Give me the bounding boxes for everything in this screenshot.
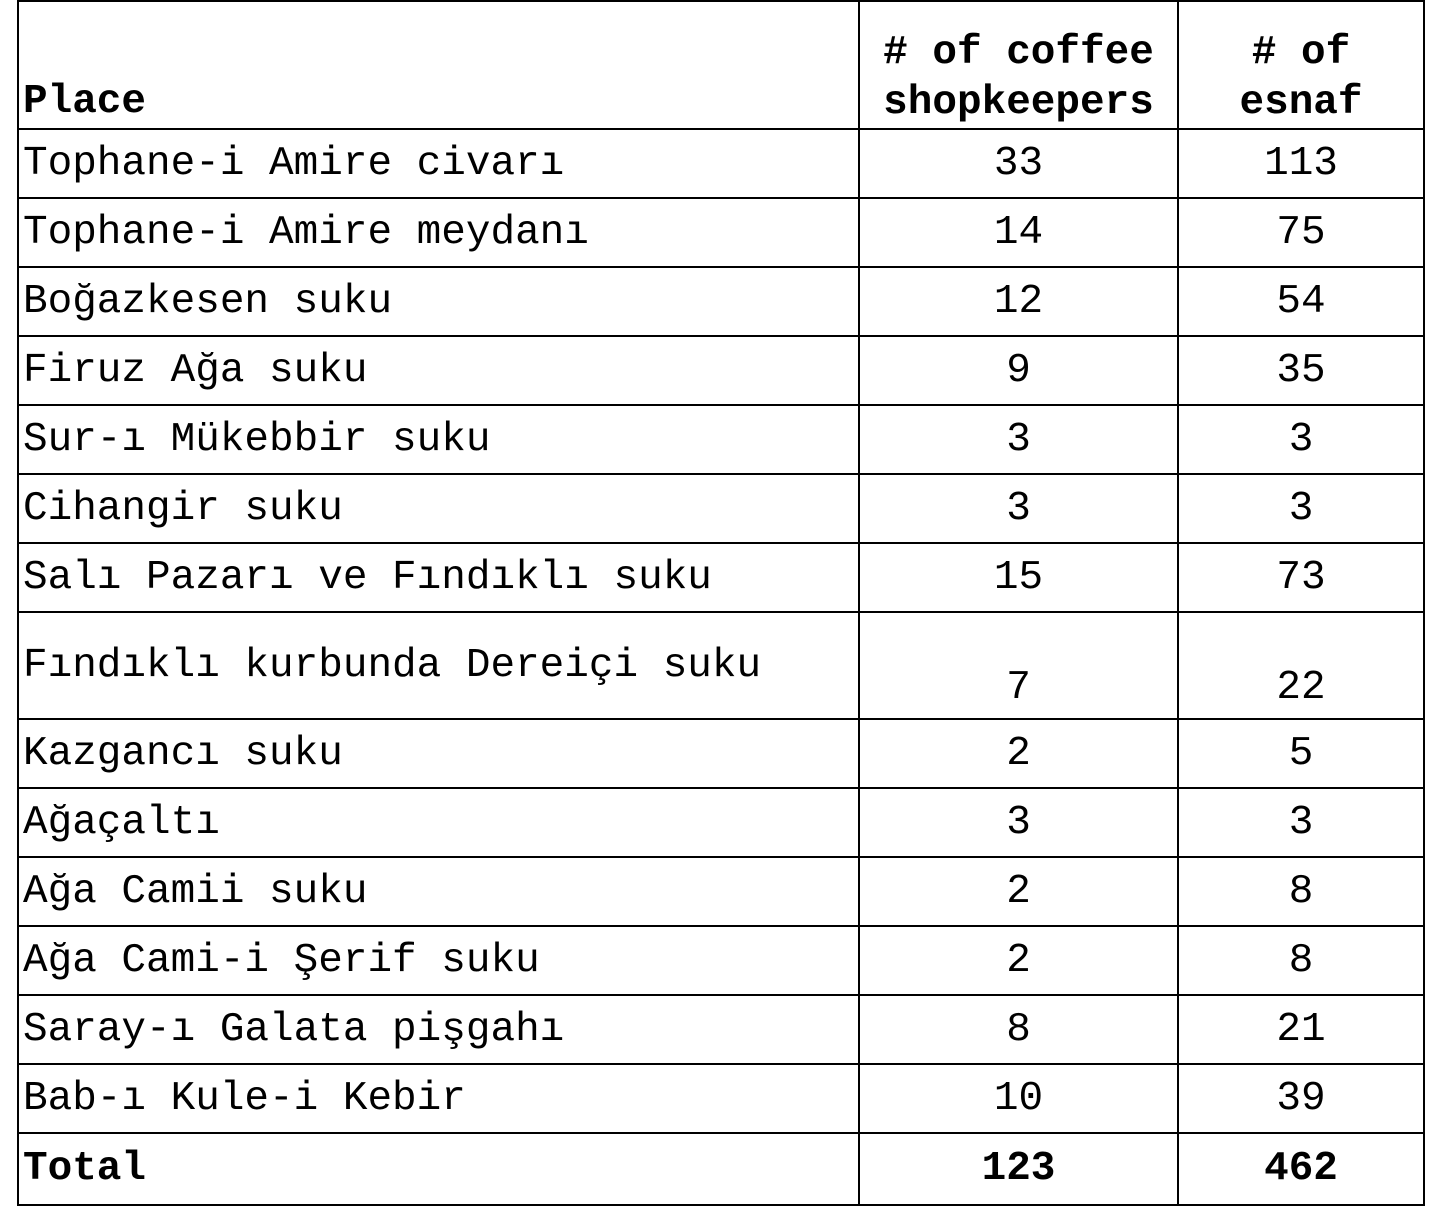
place-cell: Ağaçaltı <box>18 788 859 857</box>
table-row <box>18 719 1424 788</box>
esnaf-count-cell: 54 <box>1178 267 1424 336</box>
esnaf-count-cell: 3 <box>1178 788 1424 857</box>
coffee-count-cell: 14 <box>859 198 1178 267</box>
coffee-count-cell: 10 <box>859 1064 1178 1133</box>
table-row <box>18 1064 1424 1133</box>
table-row <box>18 926 1424 995</box>
place-cell: Ağa Camii suku <box>18 857 859 926</box>
total-label: Total <box>18 1133 859 1205</box>
place-cell: Cihangir suku <box>18 474 859 543</box>
place-cell: Fındıklı kurbunda Dereiçi suku <box>18 612 859 719</box>
table-row <box>18 543 1424 612</box>
table-row <box>18 198 1424 267</box>
place-cell: Boğazkesen suku <box>18 267 859 336</box>
esnaf-count-cell: 73 <box>1178 543 1424 612</box>
esnaf-count-cell: 5 <box>1178 719 1424 788</box>
table-row <box>18 474 1424 543</box>
total-esnaf-count: 462 <box>1178 1133 1424 1205</box>
coffee-count-cell: 8 <box>859 995 1178 1064</box>
place-cell: Ağa Cami-i Şerif suku <box>18 926 859 995</box>
place-cell: Tophane-i Amire meydanı <box>18 198 859 267</box>
coffee-count-cell: 2 <box>859 857 1178 926</box>
table-row <box>18 405 1424 474</box>
esnaf-count-cell: 75 <box>1178 198 1424 267</box>
table-row <box>18 612 1424 719</box>
esnaf-count-cell: 22 <box>1178 612 1424 719</box>
place-cell: Tophane-i Amire civarı <box>18 129 859 198</box>
total-coffee-count: 123 <box>859 1133 1178 1205</box>
coffee-count-cell: 33 <box>859 129 1178 198</box>
header-esnaf: # of esnaf <box>1178 1 1424 129</box>
place-cell: Saray-ı Galata pişgahı <box>18 995 859 1064</box>
table-row <box>18 336 1424 405</box>
esnaf-count-cell: 21 <box>1178 995 1424 1064</box>
place-cell: Firuz Ağa suku <box>18 336 859 405</box>
esnaf-count-cell: 39 <box>1178 1064 1424 1133</box>
coffee-count-cell: 2 <box>859 926 1178 995</box>
coffee-shopkeepers-table <box>17 0 1425 1206</box>
esnaf-count-cell: 35 <box>1178 336 1424 405</box>
header-coffee-shopkeepers: # of coffee shopkeepers <box>859 1 1178 129</box>
table-row <box>18 995 1424 1064</box>
table-row <box>18 857 1424 926</box>
esnaf-count-cell: 113 <box>1178 129 1424 198</box>
coffee-count-cell: 3 <box>859 405 1178 474</box>
coffee-count-cell: 3 <box>859 474 1178 543</box>
header-row <box>18 1 1424 129</box>
esnaf-count-cell: 8 <box>1178 857 1424 926</box>
coffee-count-cell: 2 <box>859 719 1178 788</box>
place-cell: Bab-ı Kule-i Kebir <box>18 1064 859 1133</box>
coffee-count-cell: 15 <box>859 543 1178 612</box>
place-cell: Sur-ı Mükebbir suku <box>18 405 859 474</box>
coffee-count-cell: 9 <box>859 336 1178 405</box>
header-place: Place <box>18 1 859 129</box>
coffee-count-cell: 3 <box>859 788 1178 857</box>
coffee-count-cell: 12 <box>859 267 1178 336</box>
esnaf-count-cell: 3 <box>1178 474 1424 543</box>
total-row <box>18 1133 1424 1205</box>
coffee-count-cell: 7 <box>859 612 1178 719</box>
esnaf-count-cell: 8 <box>1178 926 1424 995</box>
esnaf-count-cell: 3 <box>1178 405 1424 474</box>
place-cell: Salı Pazarı ve Fındıklı suku <box>18 543 859 612</box>
place-cell: Kazgancı suku <box>18 719 859 788</box>
table-row <box>18 788 1424 857</box>
table-row <box>18 129 1424 198</box>
table-row <box>18 267 1424 336</box>
